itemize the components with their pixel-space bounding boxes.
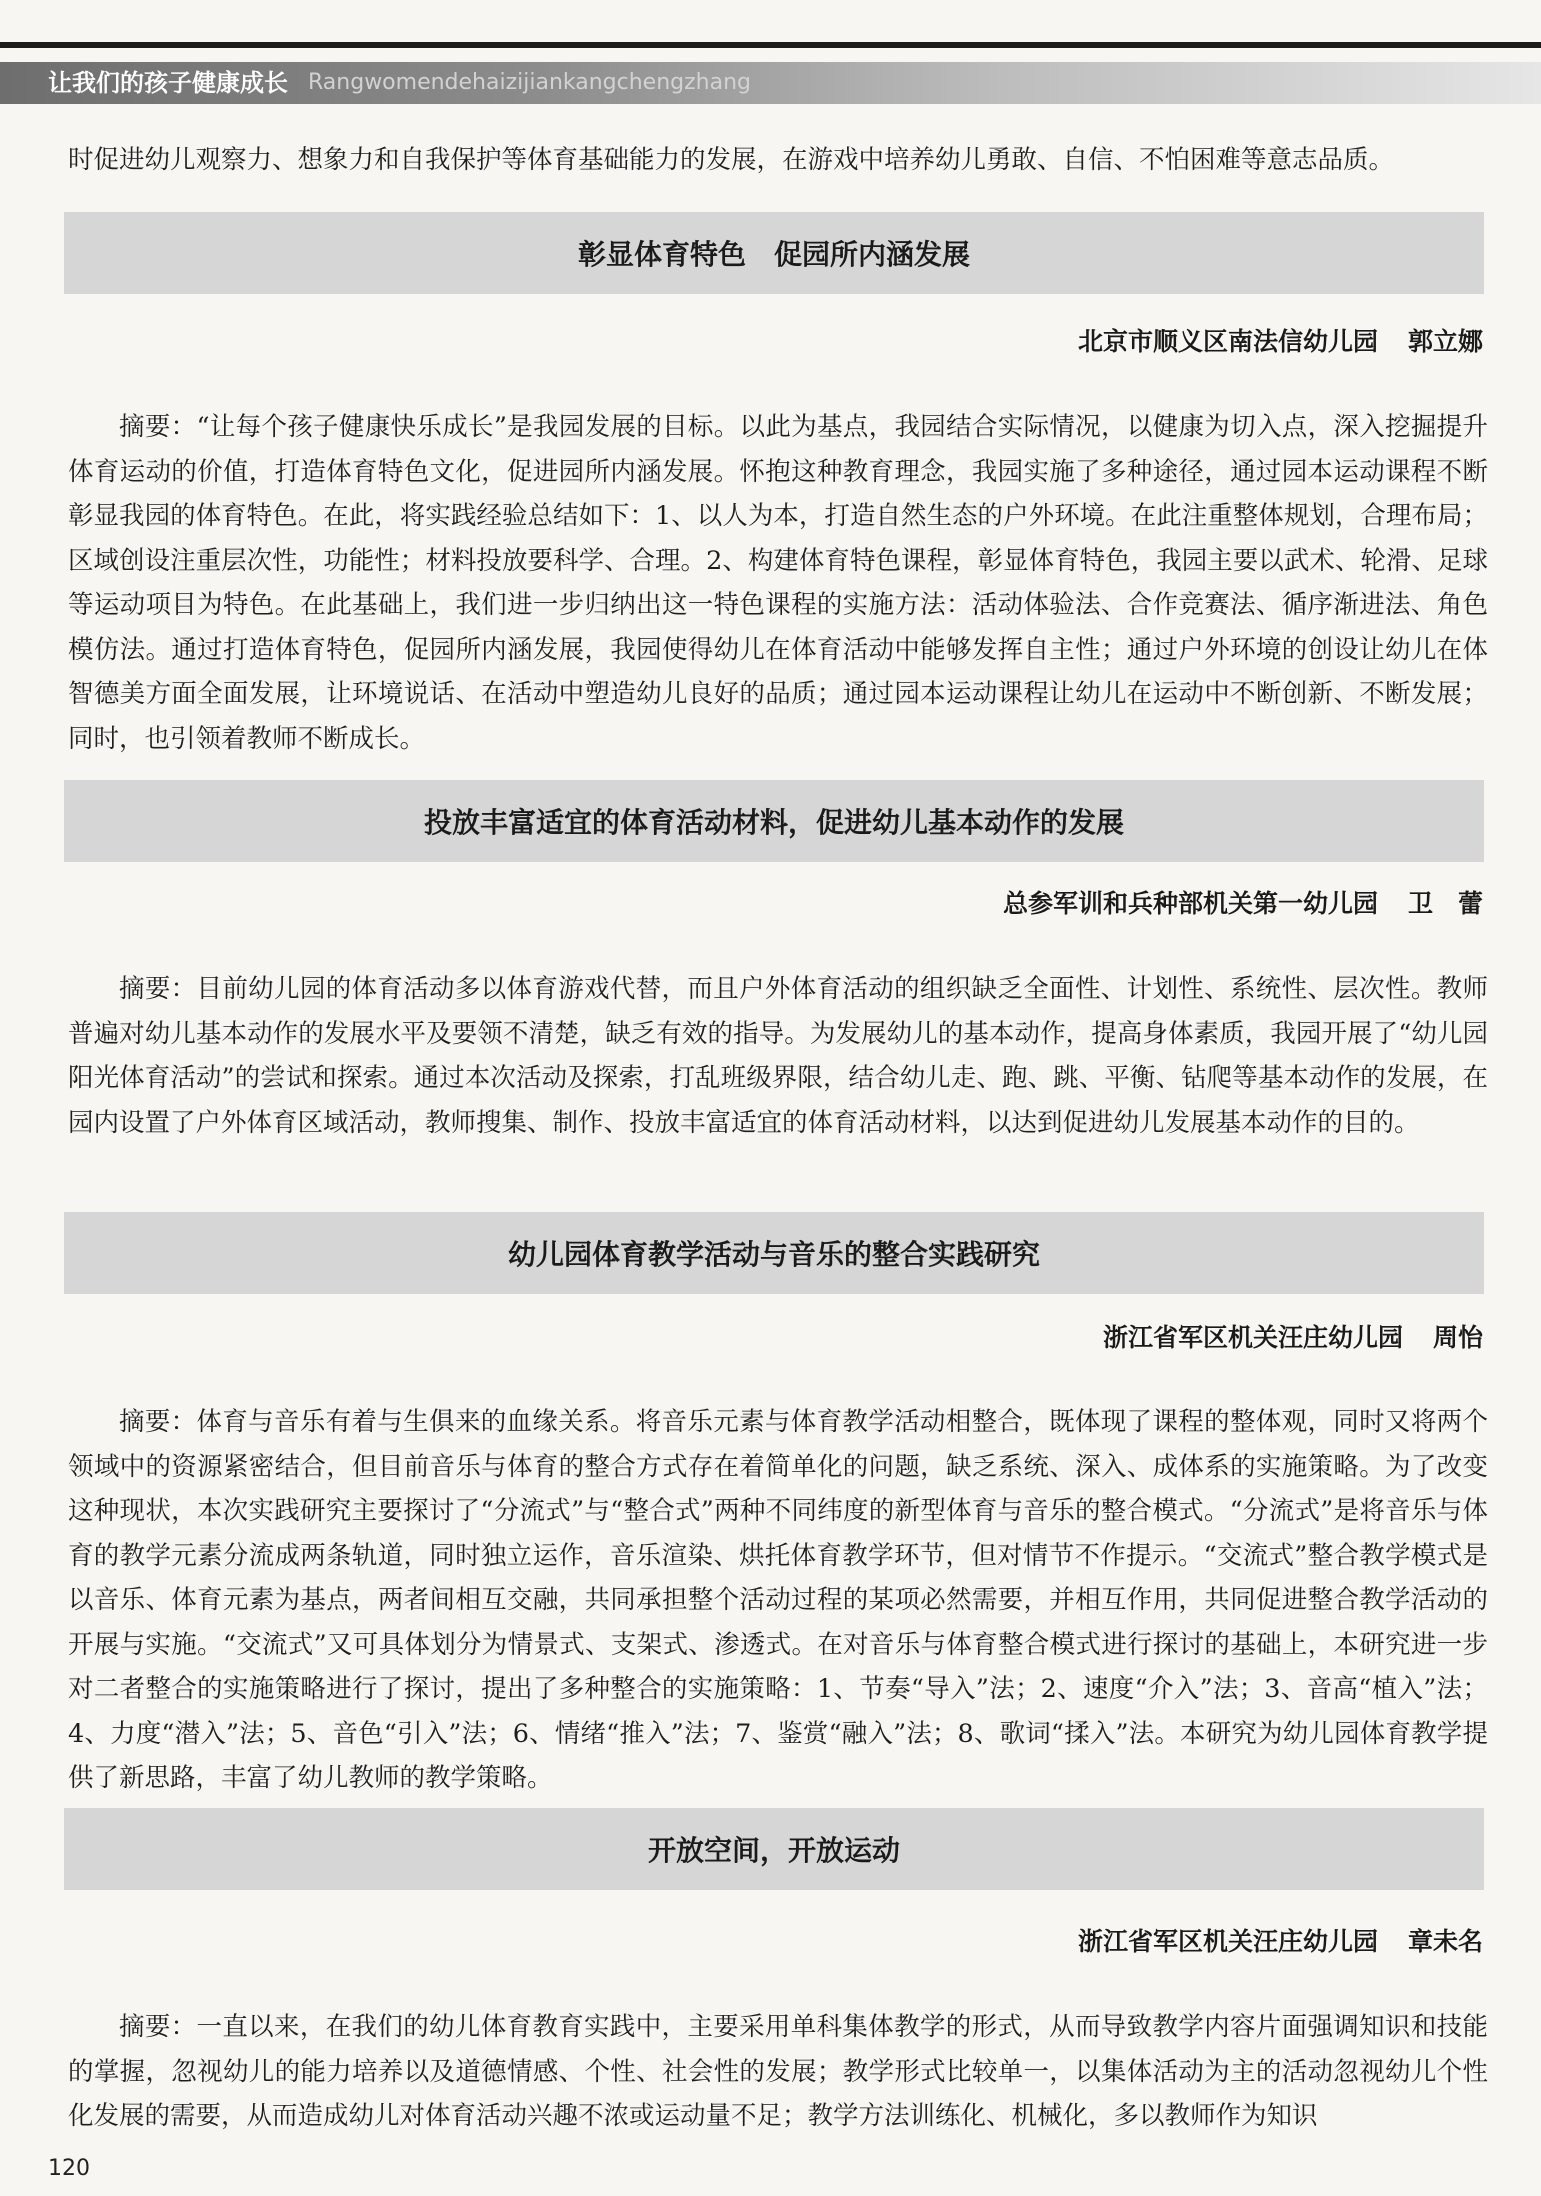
- article-4-title: 开放空间，开放运动: [647, 1834, 900, 1867]
- article-2-title-band: [64, 780, 1484, 862]
- article-1-title-band: [64, 212, 1484, 294]
- article-4-author: 章未名: [1407, 1927, 1483, 1956]
- top-rule: [0, 42, 1541, 48]
- article-1-byline: [1078, 322, 1483, 362]
- article-3-title: 幼儿园体育教学活动与音乐的整合实践研究: [507, 1238, 1040, 1271]
- article-3-org: 浙江省军区机关汪庄幼儿园: [1102, 1323, 1403, 1352]
- page-number: 120: [48, 2156, 90, 2181]
- running-header-pinyin: Rangwomendehaizijiankangchengzhang: [308, 70, 752, 95]
- article-2-abstract: 摘要：目前幼儿园的体育活动多以体育游戏代替，而且户外体育活动的组织缺乏全面性、计划性、系统性、层次性。教师普遍对幼儿基本动作的发展水平及要领不清楚，缺乏有效的指导。为发展幼儿的基本动作，提高身体素质，我园开展了“幼儿园阳光体育活动”的尝试和探索。通过本次活动及探索，打乱班级界限，结合幼儿走、跑、跳、平衡、钻爬等基本动作的发展，在园内设置了户外体育区域活动，教师搜集、制作、投放丰富适宜的体育活动材料，以达到促进幼儿发展基本动作的目的。: [68, 974, 1488, 1138]
- article-4-title-band: [64, 1808, 1484, 1890]
- article-3-byline: [1103, 1318, 1483, 1358]
- article-2-title: 投放丰富适宜的体育活动材料，促进幼儿基本动作的发展: [423, 806, 1124, 839]
- article-3-author: 周怡: [1432, 1323, 1483, 1352]
- article-2-byline: [1003, 884, 1483, 924]
- intro-paragraph: 时促进幼儿观察力、想象力和自我保护等体育基础能力的发展，在游戏中培养幼儿勇敢、自信、不怕困难等意志品质。: [68, 145, 1395, 175]
- article-4-byline: [1078, 1922, 1483, 1962]
- article-1-title: 彰显体育特色 促园所内涵发展: [577, 238, 970, 271]
- article-3-abstract: 摘要：体育与音乐有着与生俱来的血缘关系。将音乐元素与体育教学活动相整合，既体现了课程的整体观，同时又将两个领域中的资源紧密结合，但目前音乐与体育的整合方式存在着简单化的问题，缺乏系统、深入、成体系的实施策略。为了改变这种现状，本次实践研究主要探讨了“分流式”与“整合式”两种不同纬度的新型体育与音乐的整合模式。“分流式”是将音乐与体育的教学元素分流成两条轨道，同时独立运作，音乐渲染、烘托体育教学环节，但对情节不作提示。“交流式”整合教学模式是以音乐、体育元素为基点，两者间相互交融，共同承担整个活动过程的某项必然需要，并相互作用，共同促进整合教学活动的开展与实施。“交流式”又可具体划分为情景式、支架式、渗透式。在对音乐与体育整合模式进行探讨的基础上，本研究进一步对二者整合的实施策略进行了探讨，提出了多种整合的实施策略：1、节奏“导入”法；2、速度“介入”法；3、音高“植入”法；4、力度“潜入”法；5、音色“引入”法；6、情绪“推入”法；7、鉴赏“融入”法；8、歌词“揉入”法。本研究为幼儿园体育教学提供了新思路，丰富了幼儿教师的教学策略。: [68, 1407, 1488, 1793]
- article-2-author: 卫 蕾: [1407, 889, 1483, 918]
- article-2-org: 总参军训和兵种部机关第一幼儿园: [1002, 889, 1378, 918]
- article-4-abstract: 摘要：一直以来，在我们的幼儿体育教育实践中，主要采用单科集体教学的形式，从而导致教学内容片面强调知识和技能的掌握，忽视幼儿的能力培养以及道德情感、个性、社会性的发展；教学形式比较单一，以集体活动为主的活动忽视幼儿个性化发展的需要，从而造成幼儿对体育活动兴趣不浓或运动量不足；教学方法训练化、机械化，多以教师作为知识: [68, 2012, 1488, 2131]
- article-4-org: 浙江省军区机关汪庄幼儿园: [1077, 1927, 1378, 1956]
- article-1-author: 郭立娜: [1407, 327, 1483, 356]
- article-1-abstract: 摘要：“让每个孩子健康快乐成长”是我园发展的目标。以此为基点，我园结合实际情况，以健康为切入点，深入挖掘提升体育运动的价值，打造体育特色文化，促进园所内涵发展。怀抱这种教育理念，我园实施了多种途径，通过园本运动课程不断彰显我园的体育特色。在此，将实践经验总结如下：1、以人为本，打造自然生态的户外环境。在此注重整体规划，合理布局；区域创设注重层次性，功能性；材料投放要科学、合理。2、构建体育特色课程，彰显体育特色，我园主要以武术、轮滑、足球等运动项目为特色。在此基础上，我们进一步归纳出这一特色课程的实施方法：活动体验法、合作竞赛法、循序渐进法、角色模仿法。通过打造体育特色，促园所内涵发展，我园使得幼儿在体育活动中能够发挥自主性；通过户外环境的创设让幼儿在体智德美方面全面发展，让环境说话、在活动中塑造幼儿良好的品质；通过园本运动课程让幼儿在运动中不断创新、不断发展；同时，也引领着教师不断成长。: [68, 412, 1488, 754]
- running-header-title: 让我们的孩子健康成长: [48, 69, 288, 97]
- article-1-org: 北京市顺义区南法信幼儿园: [1077, 327, 1378, 356]
- article-3-title-band: [64, 1212, 1484, 1294]
